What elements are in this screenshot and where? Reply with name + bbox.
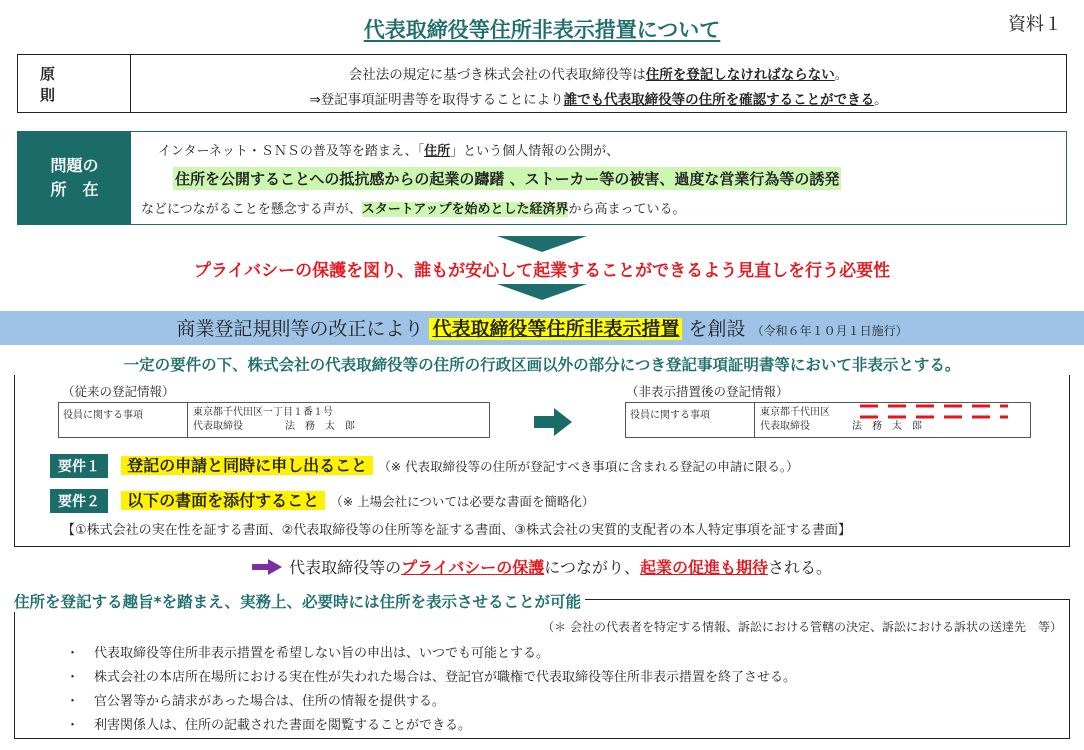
announcement-text: 商業登記規則等の改正により 代表取締役等住所非表示措置 を創設 （令和６年１０月１日施行） [176,318,908,340]
down-arrow-icon [497,236,587,252]
issue-line-3: などにつながることを懸念する声が、スタートアップを始めとした経済界から高まっている。 [141,202,686,217]
list-item: ・ 代表取締役等住所非表示措置を希望しない旨の申出は、いつでも可能とする。 [66,646,550,661]
address-footnote: （＊ 会社の代表者を特定する情報、訴訟における管轄の決定、訴訟における訴状の送達先 等） [542,620,1062,634]
after-register-box: 役員に関する事項 東京都千代田区 代表取締役 法 務 太 郎 [625,402,1031,438]
required-documents: 【①株式会社の実在性を証する書面、②代表取締役等の住所等を証する書面、③株式会社の実質的支配者の本人特定事項を証する書面】 [62,523,851,538]
need-statement: プライバシーの保護を図り、誰もが安心して起業することができるよう見直しを行う必要性 [193,261,891,281]
requirement-2-text: 以下の書面を添付すること [121,491,325,510]
list-item: ・ 官公署等から請求があった場合は、住所の情報を提供する。 [66,694,445,709]
requirements-heading: 一定の要件の下、株式会社の代表取締役等の住所の行政区画以外の部分につき登記事項証明書等において非表示とする。 [0,353,1084,375]
issue-line-2: 住所を公開することへの抵抗感からの起業の躊躇 、ストーカー等の被害、過度な営業行為等の誘発 [173,167,841,190]
redaction-mark [858,403,1010,421]
issue-box [17,131,1067,225]
requirement-2-note: （※ 上場会社については必要な書面を簡略化） [330,494,595,509]
requirement-2 [50,488,594,513]
right-arrow-icon [534,408,574,436]
list-item: ・ 株式会社の本店所在場所における実在性が失われた場合は、登記官が職権で代表取締役等住所非表示措置を終了させる。 [66,670,797,685]
principle-box [17,54,1067,113]
principle-line-1: 会社法の規定に基づき株式会社の代表取締役等は住所を登記しなければならない。 [348,67,849,83]
list-item: ・ 利害関係人は、住所の記載された書面を閲覧することができる。 [66,718,472,733]
result-statement: 代表取締役等のプライバシーの保護につながり、起業の促進も期待される。 [0,555,1084,578]
issue-label: 問題の 所 在 [18,132,131,224]
address-bullet-list [66,642,796,738]
issue-line-1: インターネット・ＳＮＳの普及等を踏まえ、「住所」という個人情報の公開が、 [158,144,620,159]
principle-label: 原 則 [18,55,131,112]
requirement-1 [50,453,799,478]
principle-line-2: ⇒登記事項証明書等を取得することにより誰でも代表取締役等の住所を確認することができる。 [309,92,888,108]
before-register-box: 役員に関する事項 東京都千代田区一丁目１番１号 代表取締役 法 務 太 郎 [58,402,490,438]
before-label: （従来の登記情報） [62,384,175,399]
requirement-1-text: 登記の申請と同時に申し出ること [121,456,373,475]
document-number: 資料１ [1008,14,1062,35]
requirement-1-label: 要件１ [50,454,108,478]
page-title: 代表取締役等住所非表示措置について [363,18,721,42]
address-heading: 住所を登記する趣旨*を踏まえ、実務上、必要時には住所を表示させることが可能 [14,590,585,612]
requirement-1-note: （※ 代表取締役等の住所が登記すべき事項に含まれる登記の申請に限る。） [378,459,799,474]
requirement-2-label: 要件２ [50,489,108,513]
after-label: （非表示措置後の登記情報） [626,384,789,399]
arrow-icon [252,559,284,575]
down-arrow-icon [497,284,587,300]
